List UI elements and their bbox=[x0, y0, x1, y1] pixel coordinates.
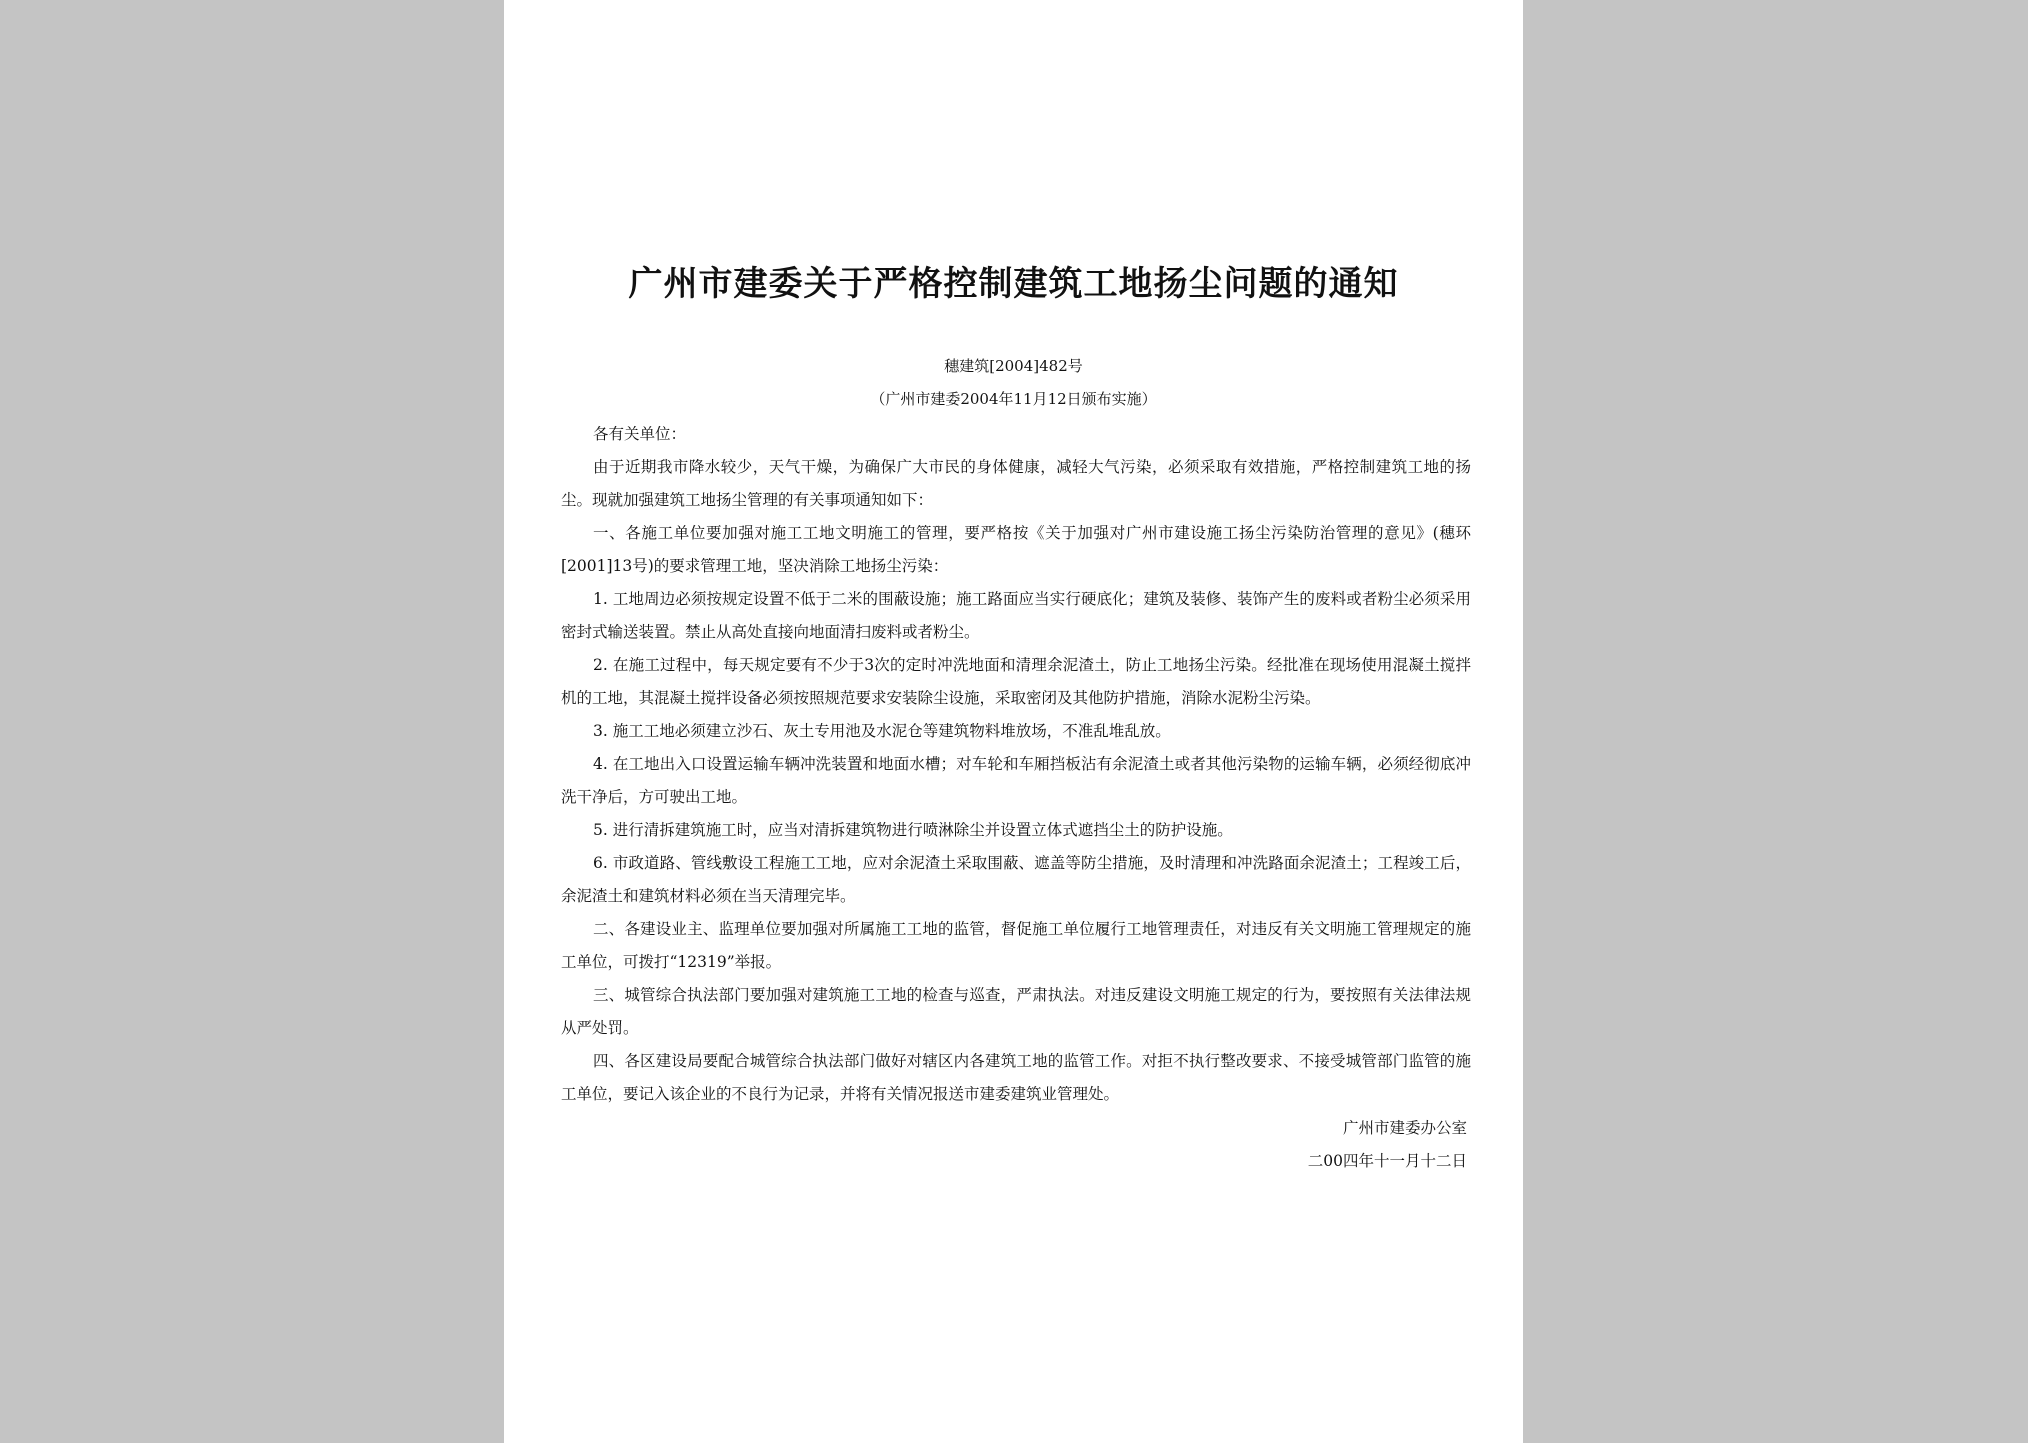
document-number: 穗建筑[2004]482号 bbox=[944, 357, 1083, 375]
paragraph-item-4: 4. 在工地出入口设置运输车辆冲洗装置和地面水槽；对车轮和车厢挡板沾有余泥渣土或者其他污染物的运输车辆，必须经彻底冲洗干净后，方可驶出工地。 bbox=[561, 755, 1471, 806]
paragraph-section-3: 三、城管综合执法部门要加强对建筑施工工地的检查与巡查，严肃执法。对违反建设文明施工规定的行为，要按照有关法律法规从严处罚。 bbox=[561, 986, 1471, 1037]
issued-note: （广州市建委2004年11月12日颁布实施） bbox=[870, 390, 1157, 408]
signature-block bbox=[1308, 1112, 1467, 1178]
paragraph-item-2: 2. 在施工过程中，每天规定要有不少于3次的定时冲洗地面和清理余泥渣土，防止工地扬尘污染。经批准在现场使用混凝土搅拌机的工地，其混凝土搅拌设备必须按照规范要求安装除尘设施，采取密闭及其他防护措施，消除水泥粉尘污染。 bbox=[561, 656, 1471, 707]
paragraph-item-6: 6. 市政道路、管线敷设工程施工工地，应对余泥渣土采取围蔽、遮盖等防尘措施，及时清理和冲洗路面余泥渣土；工程竣工后，余泥渣土和建筑材料必须在当天清理完毕。 bbox=[561, 854, 1471, 905]
paragraph-item-1: 1. 工地周边必须按规定设置不低于二米的围蔽设施；施工路面应当实行硬底化；建筑及装修、装饰产生的废料或者粉尘必须采用密封式输送装置。禁止从高处直接向地面清扫废料或者粉尘。 bbox=[561, 590, 1471, 641]
paragraph-section-1: 一、各施工单位要加强对施工工地文明施工的管理，要严格按《关于加强对广州市建设施工扬尘污染防治管理的意见》(穗环[2001]13号)的要求管理工地，坚决消除工地扬尘污染： bbox=[561, 524, 1471, 575]
paragraph-intro: 由于近期我市降水较少，天气干燥，为确保广大市民的身体健康，减轻大气污染，必须采取有效措施，严格控制建筑工地的扬尘。现就加强建筑工地扬尘管理的有关事项通知如下： bbox=[561, 458, 1471, 509]
document-body bbox=[561, 418, 1471, 1111]
signature-date: 二00四年十一月十二日 bbox=[1307, 1152, 1467, 1170]
paragraph-section-2: 二、各建设业主、监理单位要加强对所属施工工地的监管，督促施工单位履行工地管理责任，对违反有关文明施工管理规定的施工单位，可拨打“12319”举报。 bbox=[561, 920, 1471, 971]
signature-office: 广州市建委办公室 bbox=[1342, 1119, 1467, 1137]
paragraph-item-3: 3. 施工工地必须建立沙石、灰土专用池及水泥仓等建筑物料堆放场，不准乱堆乱放。 bbox=[593, 722, 1171, 740]
document-title: 广州市建委关于严格控制建筑工地扬尘问题的通知 bbox=[628, 264, 1399, 304]
paragraph-item-5: 5. 进行清拆建筑施工时，应当对清拆建筑物进行喷淋除尘并设置立体式遮挡尘土的防护设施。 bbox=[593, 821, 1233, 839]
document-page bbox=[504, 0, 1523, 1443]
salutation: 各有关单位： bbox=[593, 425, 687, 443]
paragraph-section-4: 四、各区建设局要配合城管综合执法部门做好对辖区内各建筑工地的监管工作。对拒不执行整改要求、不接受城管部门监管的施工单位，要记入该企业的不良行为记录，并将有关情况报送市建委建筑业管理处。 bbox=[561, 1052, 1471, 1103]
